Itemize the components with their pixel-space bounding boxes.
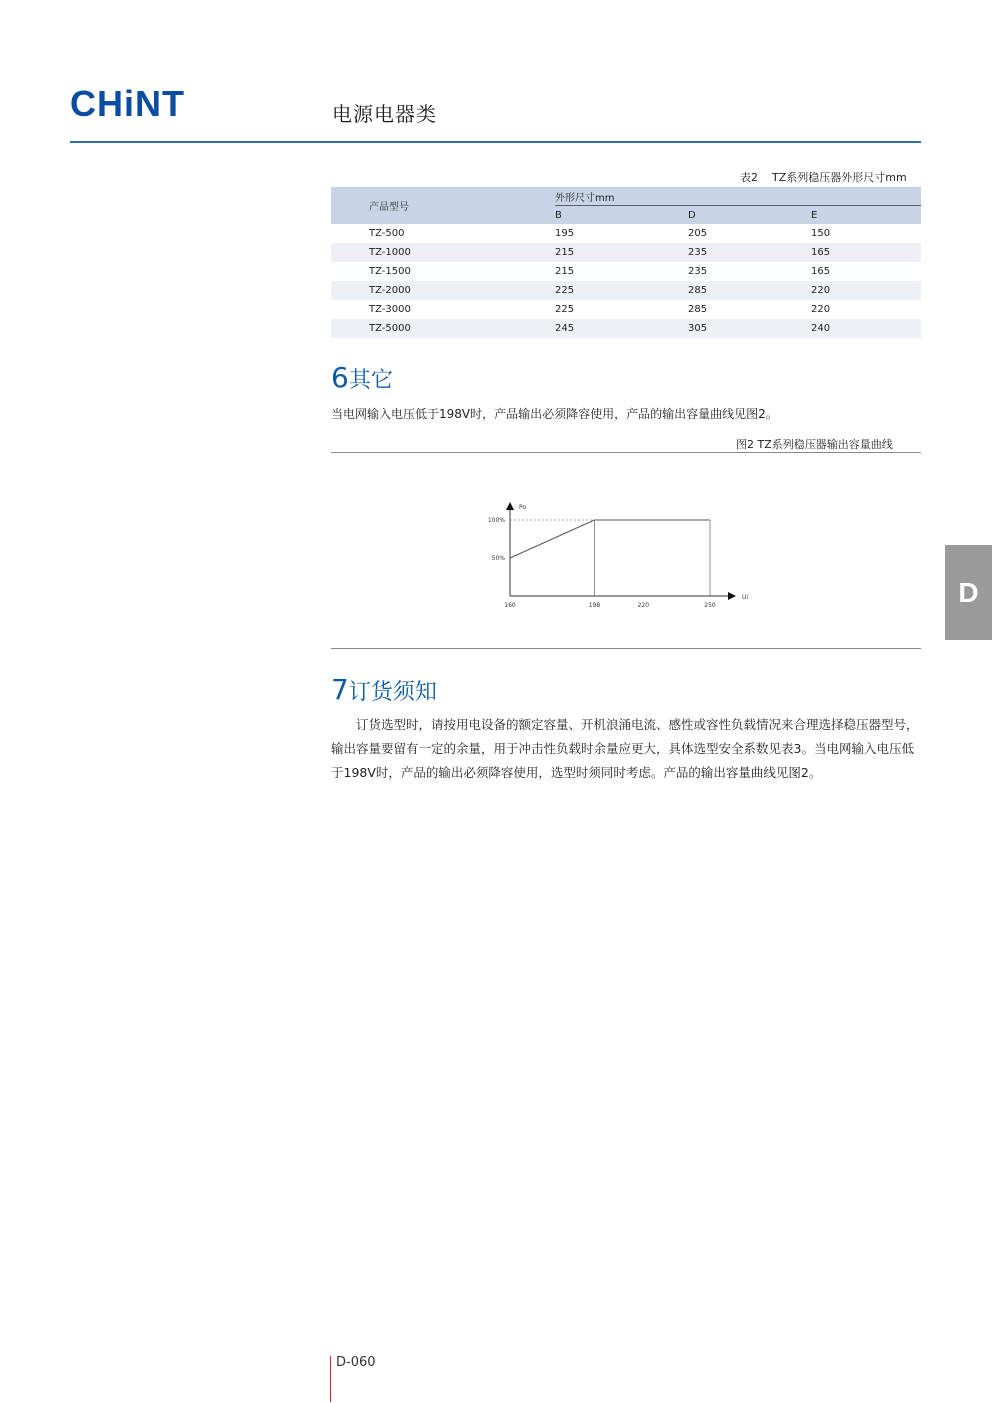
d-cell: 285 — [688, 281, 811, 300]
header-divider — [70, 141, 921, 143]
b-cell: 225 — [555, 304, 575, 315]
x-axis-label: Ui — [742, 594, 749, 601]
b-cell: 225 — [555, 281, 688, 300]
section-7-title: 订货须知 — [348, 680, 437, 705]
x-tick-label: 160 — [504, 602, 516, 609]
col-e-header: E — [811, 206, 921, 225]
b-cell: 195 — [555, 228, 575, 239]
d-cell: 285 — [688, 304, 708, 315]
x-tick-label: 198 — [588, 602, 601, 609]
model-cell: TZ-2000 — [331, 281, 555, 300]
figure-bottom-rule — [331, 648, 921, 649]
e-cell: 220 — [811, 304, 831, 315]
x-axis-arrow — [728, 592, 736, 600]
d-cell: 235 — [688, 243, 811, 262]
section-7-number: 7 — [331, 673, 349, 706]
e-cell: 165 — [811, 266, 831, 277]
figure-top-rule — [331, 452, 921, 453]
col-b-header: B — [555, 206, 688, 225]
section-6-text: 当电网输入电压低于198V时，产品输出必须降容使用，产品的输出容量曲线见图2。 — [331, 407, 778, 421]
capacity-curve — [510, 520, 710, 558]
e-cell: 240 — [811, 319, 921, 338]
dimension-group-header: 外形尺寸mm — [555, 187, 921, 206]
section-7-heading — [331, 673, 437, 706]
y-tick-label: 50% — [491, 555, 505, 562]
d-cell: 305 — [688, 319, 811, 338]
figure-caption: 图2 TZ系列稳压器输出容量曲线 — [736, 438, 893, 451]
section-title: 电源电器类 — [332, 102, 437, 126]
y-axis-label: Po — [519, 504, 527, 511]
model-cell: TZ-500 — [369, 228, 405, 239]
table-caption: 表2 TZ系列稳压器外形尺寸mm — [740, 171, 907, 184]
section-7-text: 订货选型时，请按用电设备的额定容量、开机浪涌电流、感性或容性负载情况来合理选择稳压器型号，输出容量要留有一定的余量，用于冲击性负载时余量应更大，具体选型安全系数见表3。当电网输入电压低于198V时，产品的输出必须降容使用，选型时须同时考虑。产品的输出容量曲线见图2。 — [331, 717, 919, 780]
chapter-tab: D — [945, 545, 992, 640]
model-cell: TZ-5000 — [331, 319, 555, 338]
d-cell: 205 — [688, 228, 708, 239]
chint-logo: CHiNT — [70, 83, 185, 124]
b-cell: 215 — [555, 266, 575, 277]
col-d-header: D — [688, 206, 811, 225]
table-row — [331, 281, 921, 300]
y-tick-label: 100% — [487, 517, 505, 524]
section-6-number: 6 — [331, 361, 349, 394]
model-header: 产品型号 — [331, 187, 555, 224]
e-cell: 150 — [811, 228, 831, 239]
x-tick-label: 220 — [637, 602, 650, 609]
e-cell: 220 — [811, 281, 921, 300]
x-tick-label: 250 — [704, 602, 716, 609]
b-cell: 245 — [555, 319, 688, 338]
table-row — [331, 319, 921, 338]
e-cell: 165 — [811, 243, 921, 262]
d-cell: 235 — [688, 266, 708, 277]
page-marker-bar — [330, 1356, 331, 1402]
section-6-title: 其它 — [348, 368, 393, 393]
page-number: D-060 — [336, 1355, 376, 1370]
y-axis-arrow — [506, 502, 514, 510]
capacity-chart — [470, 480, 780, 620]
dimensions-table — [331, 187, 921, 338]
table-row — [331, 224, 921, 243]
section-6-heading — [331, 361, 393, 394]
b-cell: 215 — [555, 243, 688, 262]
model-cell: TZ-1000 — [331, 243, 555, 262]
model-cell: TZ-1500 — [369, 266, 411, 277]
table-row — [331, 262, 921, 281]
model-cell: TZ-3000 — [369, 304, 411, 315]
table-row — [331, 243, 921, 262]
table-row — [331, 300, 921, 319]
